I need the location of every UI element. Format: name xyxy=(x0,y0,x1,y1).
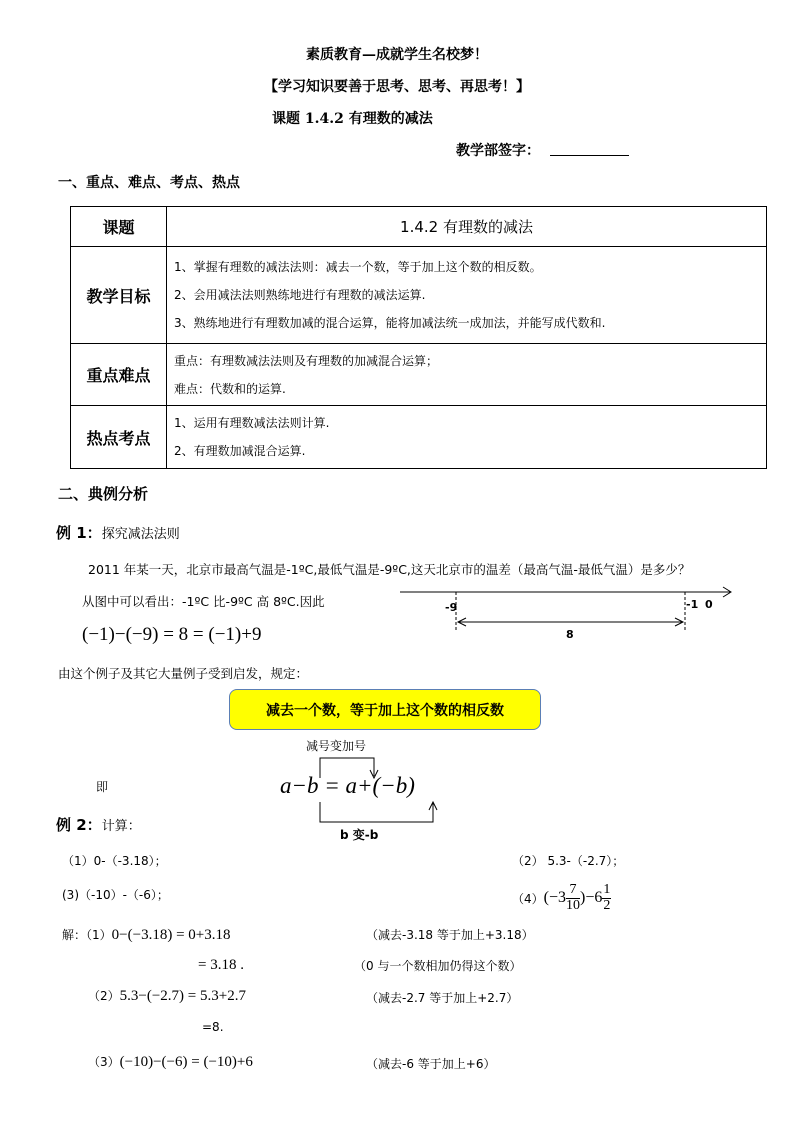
solution-label: 解： xyxy=(62,928,87,942)
solution-3-equation: (−10)−(−6) = (−10)+6 xyxy=(119,1054,253,1070)
solution-1-result: = 3.18 . xyxy=(198,957,244,973)
section2-heading: 二、典例分析 xyxy=(58,485,149,503)
example1-problem: 2011 年某一天，北京市最高气温是-1ºC,最低气温是-9ºC,这天北京市的温差（最高气温-最低气温）是多少？ xyxy=(88,562,691,577)
solution-1-equation: 0−(−3.18) = 0+3.18 xyxy=(111,927,231,943)
row-content-goals xyxy=(167,247,767,344)
goal-line: 2、会用减法法则熟练地进行有理数的减法运算. xyxy=(174,288,426,302)
solution-3 xyxy=(88,1053,253,1071)
solution-1-prefix: （1） xyxy=(86,928,112,942)
problem-4-part-a: (−3 xyxy=(543,889,566,906)
solution-1-note2: （0 与一个数相加仍得这个数） xyxy=(354,959,522,973)
fraction-numerator: 7 xyxy=(566,883,580,899)
fraction-denominator: 2 xyxy=(603,897,611,913)
goal-line: 1、掌握有理数的减法法则：减去一个数，等于加上这个数的相反数。 xyxy=(174,260,542,274)
signature-line xyxy=(550,155,629,156)
solution-2-note: （减去-2.7 等于加上+2.7） xyxy=(366,991,519,1005)
example2-colon: ： xyxy=(86,816,102,834)
problem-4-part-b: )−6 xyxy=(580,889,603,906)
slogan: 素质教育—成就学生名校梦！ xyxy=(306,47,488,63)
label-minus9: -9 xyxy=(445,601,458,614)
inspire-text: 由这个例子及其它大量例子受到启发，规定： xyxy=(58,666,309,681)
rule-callout xyxy=(229,689,541,730)
solution-3-prefix: （3） xyxy=(88,1055,120,1069)
solution-3-note: （减去-6 等于加上+6） xyxy=(366,1057,496,1071)
example1-label: 例 1 xyxy=(56,524,87,542)
fraction-7-10 xyxy=(566,883,580,913)
fraction-denominator: 10 xyxy=(566,897,580,913)
row-label-hotspots: 热点考点 xyxy=(71,406,167,469)
fraction-numerator: 1 xyxy=(603,881,611,897)
problem-3: (3)（-10）-（-6）； xyxy=(62,888,169,902)
annotation-top: 减号变加号 xyxy=(306,739,367,753)
number-line-diagram xyxy=(396,580,741,646)
problem-4 xyxy=(512,878,611,918)
example1-equation: (−1)−(−9) = 8 = (−1)+9 xyxy=(82,624,262,645)
solution-2 xyxy=(88,987,246,1005)
example2-label: 例 2 xyxy=(56,816,87,834)
solution-1 xyxy=(62,926,230,944)
label-zero: 0 xyxy=(705,598,713,611)
row-label-focus: 重点难点 xyxy=(71,344,167,406)
sign-label: 教学部签字： xyxy=(456,143,540,159)
focus-line: 重点：有理数减法法则及有理数的加减混合运算； xyxy=(174,353,439,368)
problem-4-prefix: （4） xyxy=(512,891,544,906)
ji-label: 即 xyxy=(96,780,109,794)
focus-line: 难点：代数和的运算. xyxy=(174,381,286,396)
example1-heading xyxy=(56,522,180,543)
table-header-row xyxy=(71,207,767,247)
rule-text: 减去一个数，等于加上这个数的相反数 xyxy=(266,702,504,719)
table-row xyxy=(71,247,767,344)
example1-colon: ： xyxy=(86,524,102,542)
table-row xyxy=(71,406,767,469)
label-distance: 8 xyxy=(566,628,574,641)
example2-title: 计算： xyxy=(101,819,141,834)
motto: 【学习知识要善于思考、思考、再思考！】 xyxy=(264,79,530,95)
goal-line: 3、熟练地进行有理数加减的混合运算，能将加减法统一成加法，并能写成代数和. xyxy=(174,316,606,330)
subtraction-formula: a−b = a+(−b) xyxy=(280,773,415,798)
table-header-topic: 课题 xyxy=(71,207,167,247)
table-header-title: 1.4.2 有理数的减法 xyxy=(167,207,767,247)
solution-2-prefix: （2） xyxy=(88,989,120,1003)
label-minus1: -1 xyxy=(686,598,699,611)
problem-1: （1）0-（-3.18）； xyxy=(62,854,167,868)
bottom-bracket xyxy=(320,802,433,822)
lesson-title: 课题 1.4.2 有理数的减法 xyxy=(272,111,433,127)
hotspot-line: 1、运用有理数减法法则计算. xyxy=(174,416,330,430)
example1-observe: 从图中可以看出：-1ºC 比-9ºC 高 8ºC.因此 xyxy=(82,594,325,609)
solution-1-note: （减去-3.18 等于加上+3.18） xyxy=(366,928,534,942)
hotspot-line: 2、有理数加减混合运算. xyxy=(174,444,306,458)
annotation-bottom: b 变-b xyxy=(340,828,379,842)
row-content-hotspots xyxy=(167,406,767,469)
example2-heading xyxy=(56,814,141,835)
problem-2: （2） 5.3-（-2.7）； xyxy=(512,854,625,868)
solution-2-equation: 5.3−(−2.7) = 5.3+2.7 xyxy=(119,988,246,1004)
row-content-focus xyxy=(167,344,767,406)
solution-2-result: =8. xyxy=(202,1020,224,1034)
row-label-goals: 教学目标 xyxy=(71,247,167,344)
fraction-1-2 xyxy=(602,883,611,913)
example1-title: 探究减法法则 xyxy=(101,527,180,542)
table-row xyxy=(71,344,767,406)
section1-heading: 一、重点、难点、考点、热点 xyxy=(58,175,240,191)
key-points-table xyxy=(70,206,767,469)
